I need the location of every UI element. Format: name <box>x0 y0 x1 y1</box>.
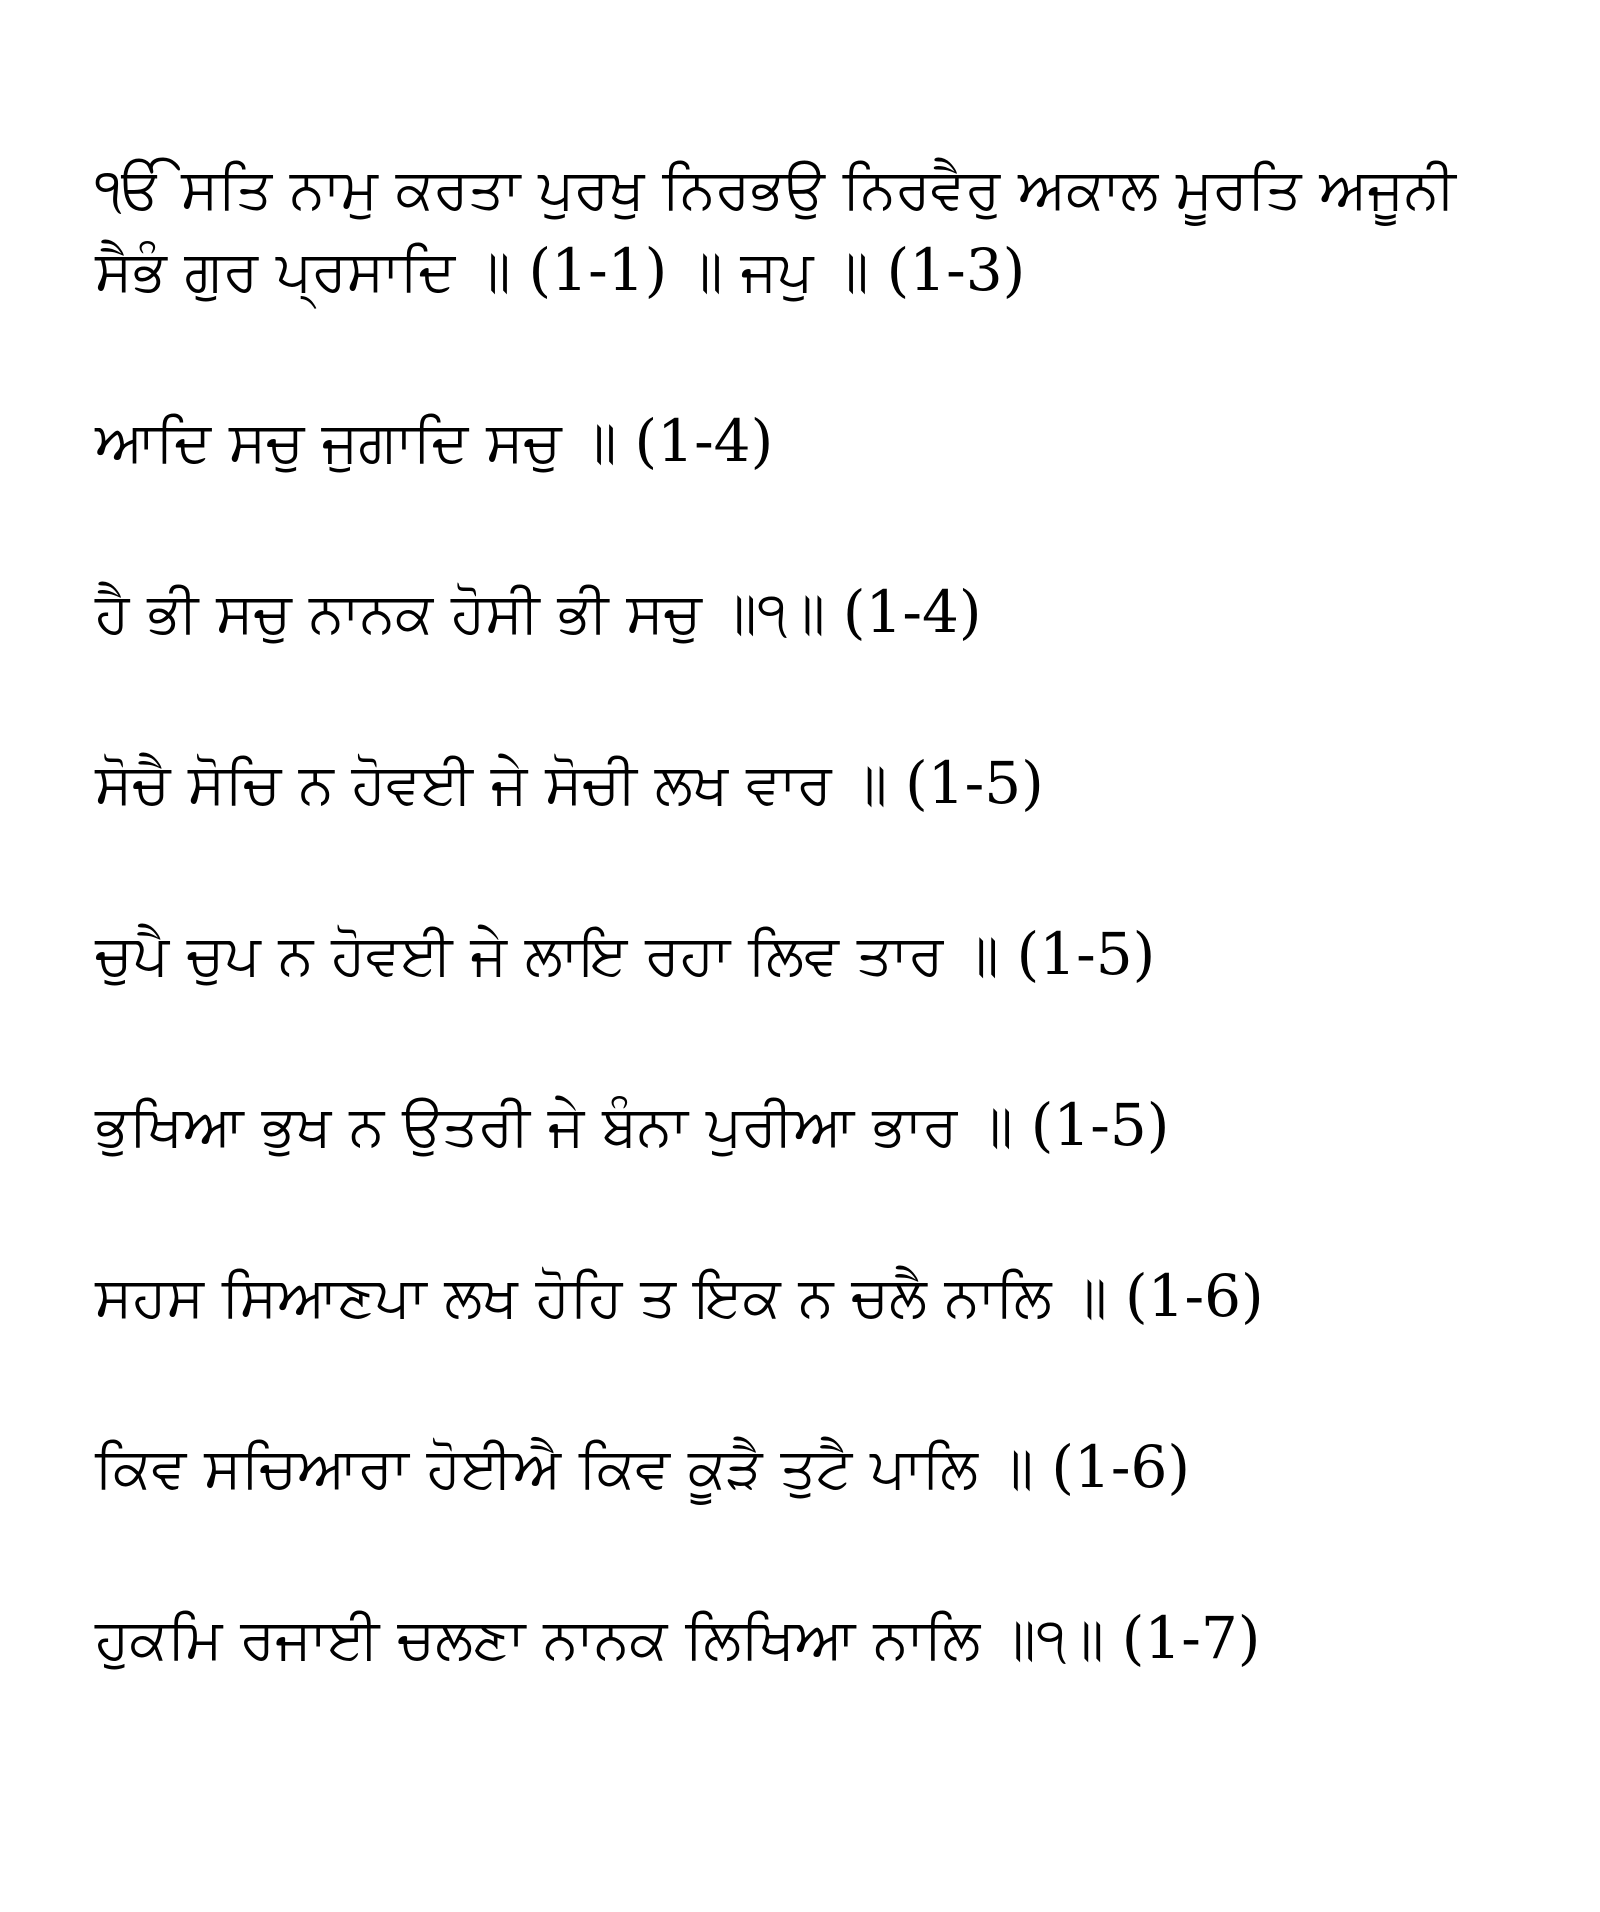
verse-8 <box>95 1427 1495 1509</box>
verse-reference: (1-3) <box>886 236 1026 304</box>
verse-7 <box>95 1256 1495 1338</box>
verse-1 <box>95 150 1495 312</box>
verse-text: ਕਿਵ ਸਚਿਆਰਾ ਹੋਈਐ ਕਿਵ ਕੂੜੈ ਤੁਟੈ ਪਾਲਿ ॥ <box>95 1436 1034 1501</box>
verse-text: ਹੁਕਮਿ ਰਜਾਈ ਚਲਣਾ ਨਾਨਕ ਲਿਖਿਆ ਨਾਲਿ ॥੧॥ <box>95 1607 1104 1672</box>
verse-reference: (1-5) <box>1030 1091 1170 1159</box>
verse-reference: (1-1) <box>528 236 668 304</box>
verse-reference: (1-6) <box>1051 1433 1190 1501</box>
verse-text: ਹੈ ਭੀ ਸਚੁ ਨਾਨਕ ਹੋਸੀ ਭੀ ਸਚੁ ॥੧॥ <box>95 581 826 646</box>
verse-list <box>95 150 1495 1769</box>
verse-reference: (1-4) <box>842 578 982 646</box>
verse-reference: (1-5) <box>905 749 1044 817</box>
verse-5 <box>95 914 1495 996</box>
verse-text: ੴ ਸਤਿ ਨਾਮੁ ਕਰਤਾ ਪੁਰਖੁ ਨਿਰਭਉ ਨਿਰਵੈਰੁ ਅਕਾਲ ਮੂਰਤਿ ਅਜੂਨੀ ਸੈਭੰ ਗੁਰ ਪ੍ਰਸਾਦਿ ॥ <box>95 157 1456 304</box>
verse-4 <box>95 743 1495 825</box>
verse-2 <box>95 401 1495 483</box>
verse-text: ॥ ਜਪੁ ॥ <box>685 239 869 304</box>
verse-text: ਸੋਚੈ ਸੋਚਿ ਨ ਹੋਵਈ ਜੇ ਸੋਚੀ ਲਖ ਵਾਰ ॥ <box>95 752 888 817</box>
verse-reference: (1-5) <box>1016 920 1156 988</box>
verse-text: ਸਹਸ ਸਿਆਣਪਾ ਲਖ ਹੋਹਿ ਤ ਇਕ ਨ ਚਲੈ ਨਾਲਿ ॥ <box>95 1265 1108 1330</box>
verse-reference: (1-6) <box>1124 1262 1264 1330</box>
verse-9 <box>95 1598 1495 1680</box>
verse-6 <box>95 1085 1495 1167</box>
verse-reference: (1-7) <box>1121 1604 1261 1672</box>
verse-3 <box>95 572 1495 654</box>
verse-text: ਚੁਪੈ ਚੁਪ ਨ ਹੋਵਈ ਜੇ ਲਾਇ ਰਹਾ ਲਿਵ ਤਾਰ ॥ <box>95 923 999 988</box>
verse-text: ਭੁਖਿਆ ਭੁਖ ਨ ਉਤਰੀ ਜੇ ਬੰਨਾ ਪੁਰੀਆ ਭਾਰ ॥ <box>95 1094 1013 1159</box>
verse-text: ਆਦਿ ਸਚੁ ਜੁਗਾਦਿ ਸਚੁ ॥ <box>95 410 617 475</box>
verse-reference: (1-4) <box>634 407 774 475</box>
